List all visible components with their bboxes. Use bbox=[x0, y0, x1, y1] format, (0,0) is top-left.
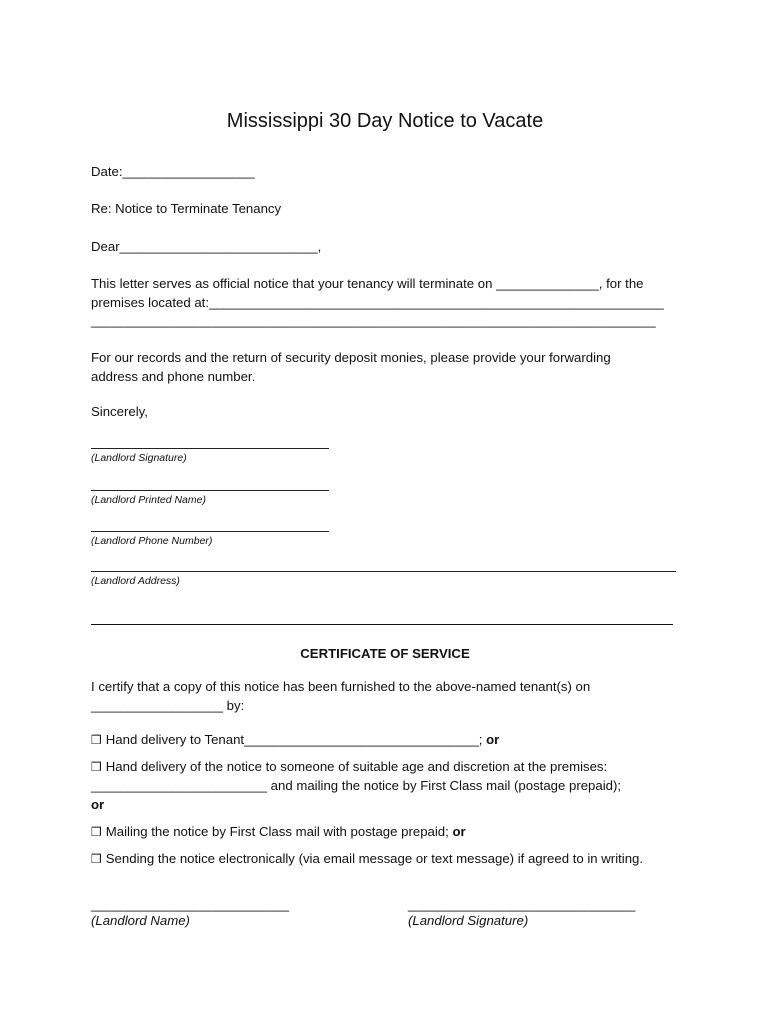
landlord-signature-label: (Landlord Signature) bbox=[91, 452, 187, 464]
body-paragraph-1-line-3: _____________________________________________________________________________ bbox=[91, 313, 656, 328]
option-1-text: Hand delivery to Tenant________________________________; bbox=[105, 732, 483, 747]
option-hand-delivery-premises bbox=[91, 757, 607, 777]
landlord-name-label: (Landlord Name) bbox=[91, 913, 190, 928]
option-2-line-1: Hand delivery of the notice to someone of suitable age and discretion at the premises: bbox=[105, 759, 608, 774]
landlord-signature-line bbox=[91, 448, 329, 449]
option-first-class-mail bbox=[91, 822, 466, 842]
option-electronic bbox=[91, 849, 643, 869]
landlord-address-line bbox=[91, 571, 676, 572]
checkbox-icon[interactable]: ❒ bbox=[91, 760, 102, 774]
option-4-text: Sending the notice electronically (via email message or text message) if agreed to in writing. bbox=[105, 851, 644, 866]
body-paragraph-1-line-2: premises located at:______________________________________________________________ bbox=[91, 295, 664, 310]
document-title: Mississippi 30 Day Notice to Vacate bbox=[226, 110, 544, 132]
body-paragraph-2-line-1: For our records and the return of security deposit monies, please provide your forwarding bbox=[91, 350, 611, 365]
re-line: Re: Notice to Terminate Tenancy bbox=[91, 201, 282, 216]
checkbox-icon[interactable]: ❒ bbox=[91, 825, 102, 839]
certificate-heading: CERTIFICATE OF SERVICE bbox=[300, 646, 470, 661]
option-hand-delivery-tenant bbox=[91, 730, 499, 750]
landlord-phone-label: (Landlord Phone Number) bbox=[91, 535, 213, 547]
body-paragraph-2-line-2: address and phone number. bbox=[91, 369, 256, 384]
dear-line: Dear___________________________, bbox=[91, 239, 322, 254]
checkbox-icon[interactable]: ❒ bbox=[91, 733, 102, 747]
date-line: Date:__________________ bbox=[91, 164, 255, 179]
option-2-or: or bbox=[91, 797, 105, 812]
landlord-printed-name-label: (Landlord Printed Name) bbox=[91, 494, 206, 506]
landlord-printed-name-line bbox=[91, 490, 329, 491]
checkbox-icon[interactable]: ❒ bbox=[91, 852, 102, 866]
landlord-phone-line bbox=[91, 531, 329, 532]
option-3-or: or bbox=[452, 824, 466, 839]
option-2-line-2: ________________________ and mailing the notice by First Class mail (postage prepaid); bbox=[91, 778, 622, 793]
option-3-text: Mailing the notice by First Class mail with postage prepaid; bbox=[105, 824, 449, 839]
landlord-name-line: ___________________________ bbox=[91, 897, 290, 912]
certificate-intro-line-2: __________________ by: bbox=[91, 698, 245, 713]
body-paragraph-1-line-1: This letter serves as official notice that your tenancy will terminate on ______________, for the bbox=[91, 276, 644, 291]
closing: Sincerely, bbox=[91, 404, 148, 419]
landlord-signature-bottom-line: _______________________________ bbox=[408, 897, 636, 912]
option-1-or: or bbox=[486, 732, 500, 747]
section-divider bbox=[91, 624, 673, 625]
landlord-address-label: (Landlord Address) bbox=[91, 575, 180, 587]
landlord-signature-bottom-label: (Landlord Signature) bbox=[408, 913, 529, 928]
certificate-intro-line-1: I certify that a copy of this notice has been furnished to the above-named tenant(s) on bbox=[91, 679, 591, 694]
